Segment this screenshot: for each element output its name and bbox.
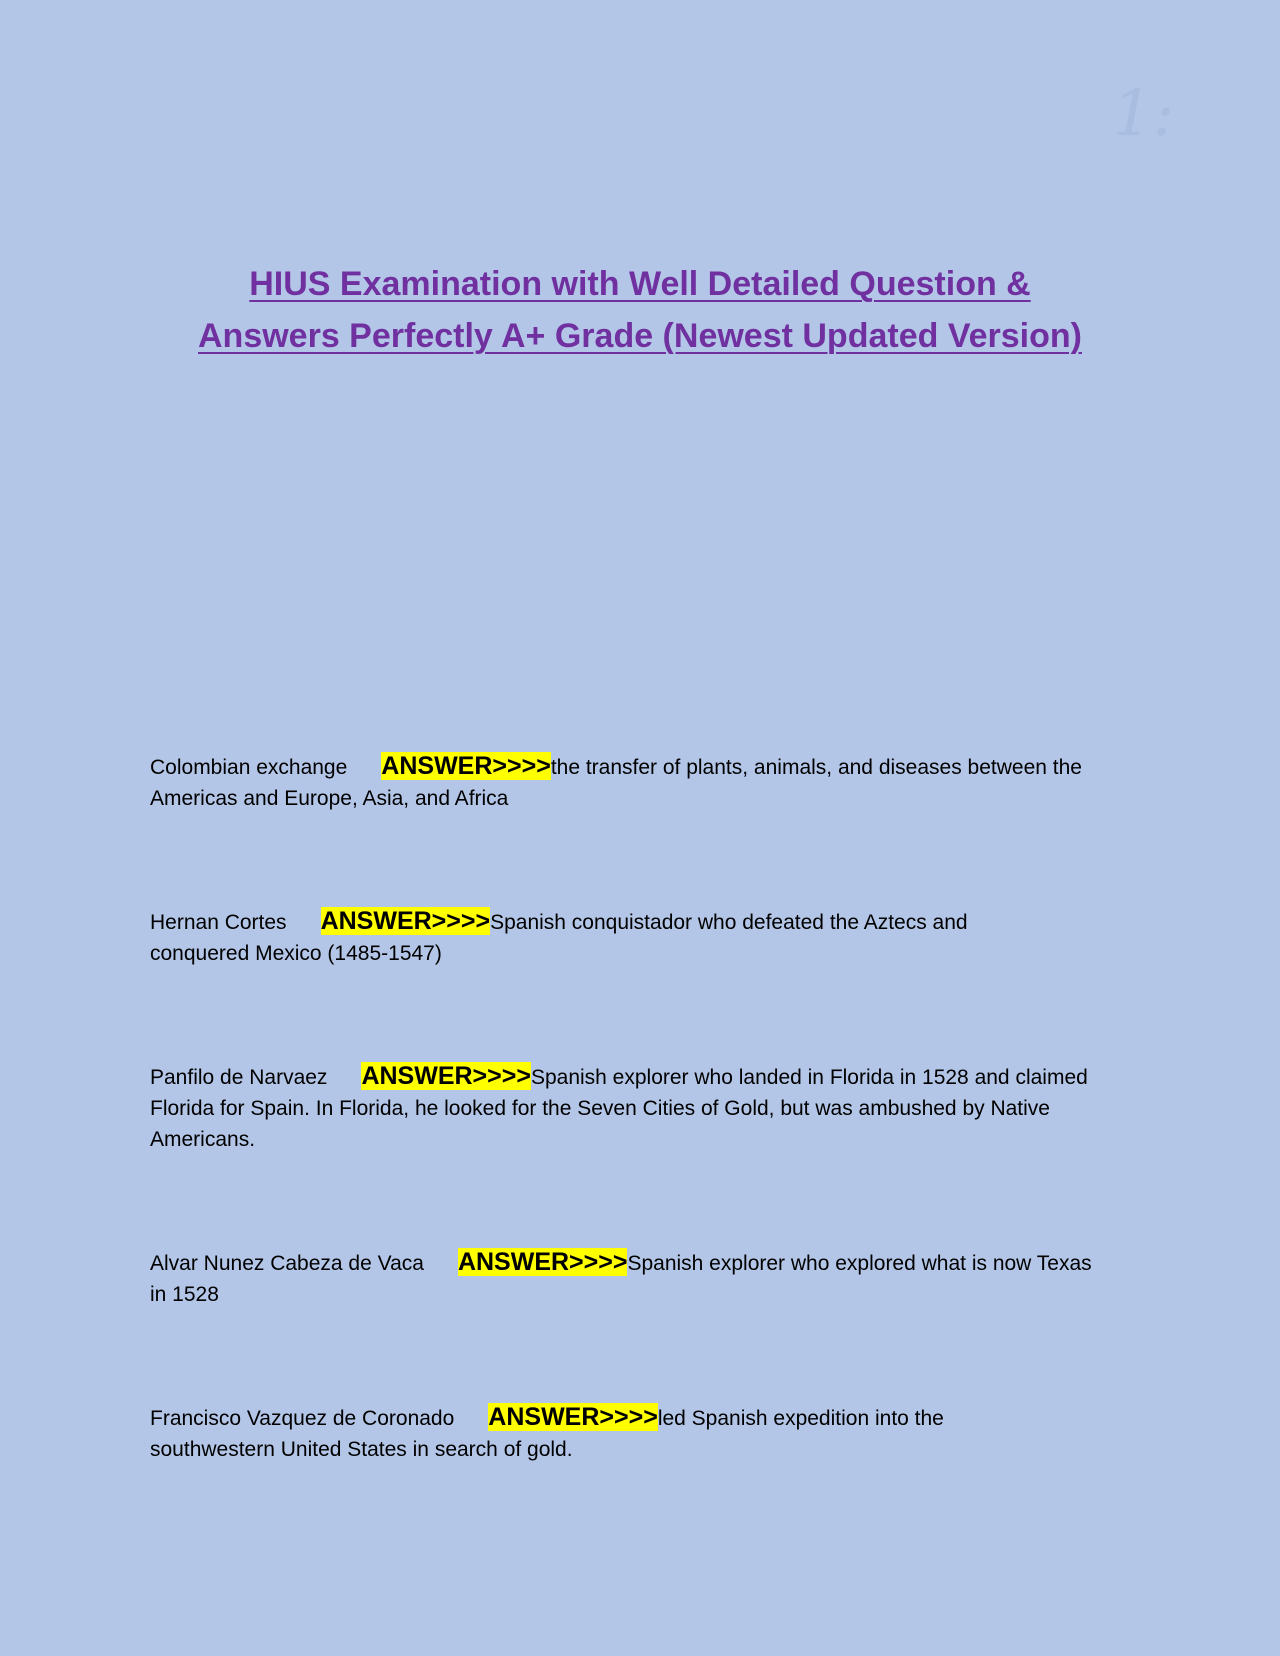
qa-answer: Spanish explorer who explored what is now Texas in 1528: [150, 1252, 1092, 1306]
qa-item: [150, 1402, 1030, 1465]
title-line-1: HIUS Examination with Well Detailed Question &: [249, 265, 1031, 303]
qa-answer: Spanish conquistador who defeated the Aztecs and conquered Mexico (1485-1547): [150, 911, 968, 965]
answer-tag: ANSWER>>>>: [488, 1403, 658, 1431]
qa-item: [150, 751, 1110, 814]
qa-item: [150, 1247, 1100, 1310]
qa-answer: led Spanish expedition into the southwestern United States in search of gold.: [150, 1407, 944, 1461]
page-number-watermark: 1:: [1112, 77, 1175, 151]
document-title: [120, 258, 1160, 362]
qa-term: Alvar Nunez Cabeza de Vaca: [150, 1252, 424, 1275]
qa-term: Francisco Vazquez de Coronado: [150, 1407, 455, 1430]
qa-term: Colombian exchange: [150, 756, 348, 779]
title-line-2: Answers Perfectly A+ Grade (Newest Updated Version): [198, 317, 1082, 355]
answer-tag: ANSWER>>>>: [361, 1062, 531, 1090]
answer-tag: ANSWER>>>>: [457, 1248, 628, 1276]
answer-tag: ANSWER>>>>: [320, 907, 491, 935]
qa-item: [150, 906, 1050, 969]
qa-answer: Spanish explorer who landed in Florida in 1528 and claimed Florida for Spain. In Florida, he looked for the Seven Cities of Gold, but was ambushed by Native Americans.: [150, 1066, 1088, 1151]
qa-term: Hernan Cortes: [150, 911, 287, 934]
qa-answer: the transfer of plants, animals, and diseases between the Americas and Europe, Asia, and Africa: [150, 756, 1082, 810]
answer-tag: ANSWER>>>>: [381, 752, 551, 780]
qa-term: Panfilo de Narvaez: [150, 1066, 328, 1089]
qa-item: [150, 1061, 1120, 1155]
